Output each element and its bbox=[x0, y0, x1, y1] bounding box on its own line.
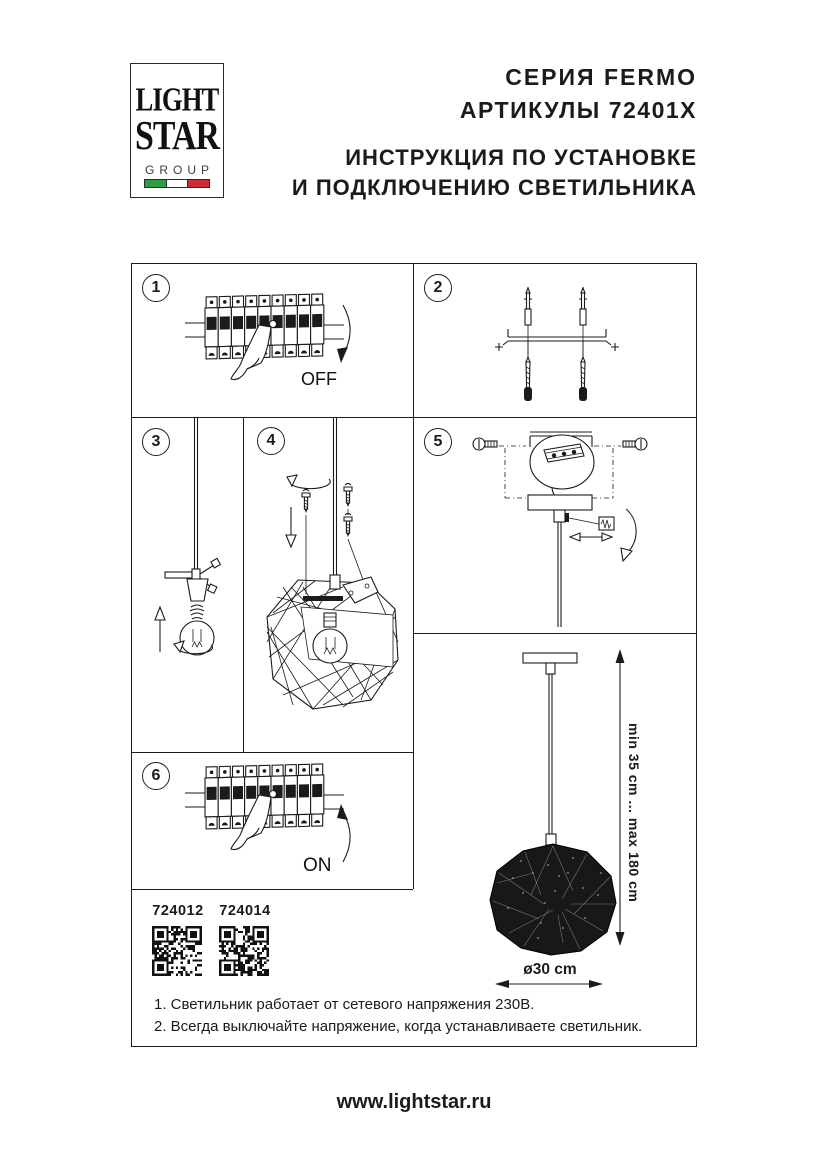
note-line-2: 2. Всегда выключайте напряжение, когда устанавливаете светильник. bbox=[154, 1018, 643, 1035]
step-6-caption-on: ON bbox=[303, 855, 332, 876]
geometric-shade-assembly-illustration bbox=[243, 417, 413, 752]
logo-text-star: STAR bbox=[134, 112, 219, 158]
note-line-1: 1. Светильник работает от сетевого напряжения 230В. bbox=[154, 996, 535, 1013]
step-1-caption-off: OFF bbox=[301, 369, 337, 389]
website-url: www.lightstar.ru bbox=[336, 1091, 492, 1113]
step-3-badge: 3 bbox=[142, 428, 170, 456]
circuit-breaker-on-illustration bbox=[131, 752, 413, 889]
article-number-724012: 724012 bbox=[152, 903, 204, 919]
grid-line-h4 bbox=[131, 889, 413, 890]
qr-code bbox=[219, 926, 269, 976]
qr-code bbox=[152, 926, 202, 976]
articles-title: АРТИКУЛЫ 72401X bbox=[459, 97, 697, 123]
height-range-dimension-label: min 35 cm ... max 180 cm bbox=[626, 723, 642, 903]
circuit-breaker-off-illustration bbox=[131, 263, 413, 417]
logo-text-group: GROUP bbox=[144, 163, 214, 177]
article-number-724014: 724014 bbox=[219, 903, 271, 919]
ceiling-canopy-mounting-illustration bbox=[413, 417, 697, 633]
diameter-dimension-label: ø30 cm bbox=[523, 961, 577, 978]
step-1-badge: 1 bbox=[142, 274, 170, 302]
step-5-badge: 5 bbox=[424, 428, 452, 456]
italian-flag-icon bbox=[144, 179, 210, 188]
lightstar-logo bbox=[130, 63, 224, 198]
step-2-badge: 2 bbox=[424, 274, 452, 302]
logo-text-light: LIGHT bbox=[135, 81, 219, 119]
instruction-title-line1: ИНСТРУКЦИЯ ПО УСТАНОВКЕ bbox=[345, 145, 697, 170]
pendant-lamp-dimensions-illustration bbox=[413, 633, 697, 1047]
step-6-badge: 6 bbox=[142, 762, 170, 790]
bracket-anchors-screws-illustration bbox=[413, 263, 697, 417]
instruction-diagram-grid bbox=[131, 263, 697, 1047]
safety-notes bbox=[154, 994, 642, 1038]
step-4-badge: 4 bbox=[257, 427, 285, 455]
instruction-title-line2: И ПОДКЛЮЧЕНИЮ СВЕТИЛЬНИКА bbox=[291, 175, 697, 200]
series-title: СЕРИЯ FERMO bbox=[505, 64, 697, 90]
bulb-installation-illustration bbox=[131, 417, 243, 752]
